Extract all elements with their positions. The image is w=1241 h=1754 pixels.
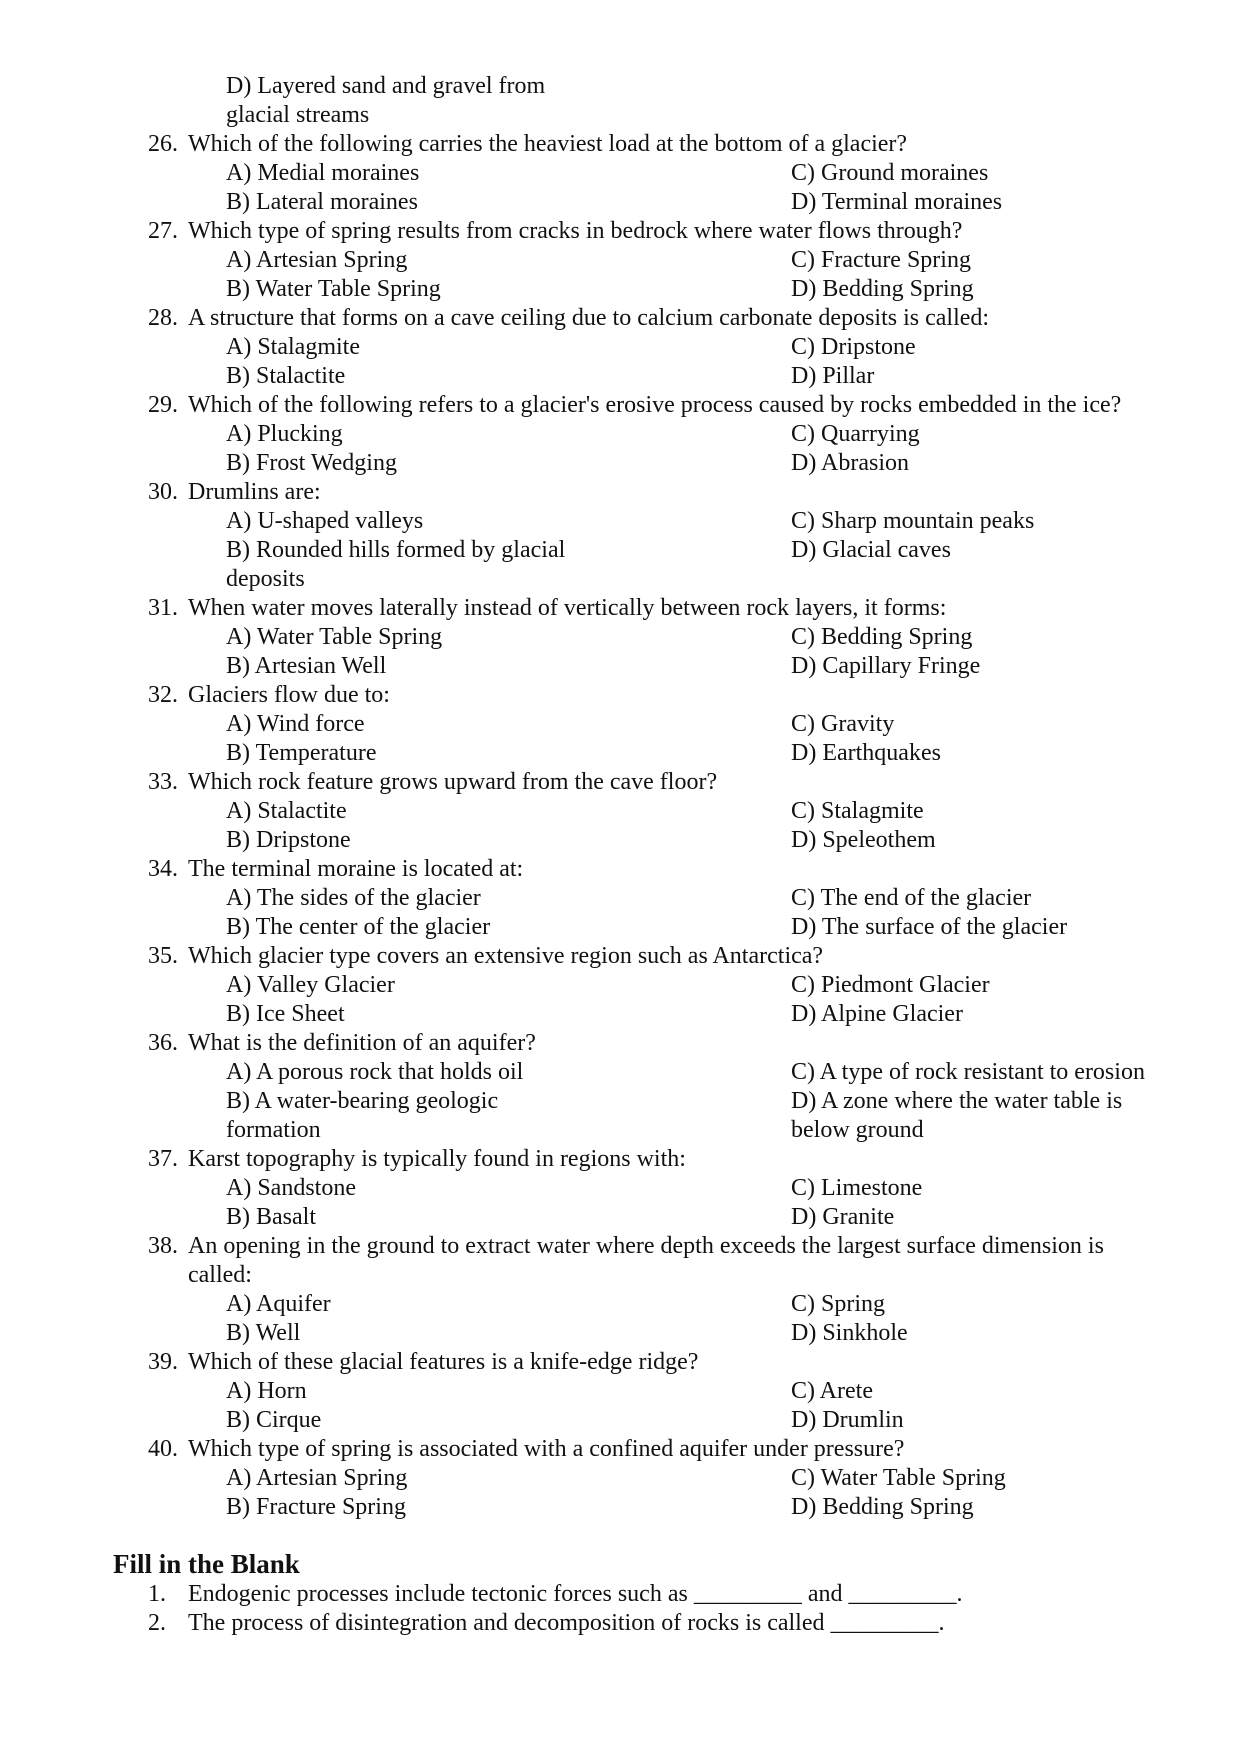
question-29 — [0, 391, 1241, 478]
option-c: C) Gravity — [791, 711, 895, 737]
question-text: Glaciers flow due to: — [188, 682, 390, 708]
question-stem — [0, 1145, 1241, 1174]
question-33 — [0, 768, 1241, 855]
option-d: D) Sinkhole — [791, 1320, 908, 1346]
question-stem — [0, 942, 1241, 971]
option-a: A) Sandstone — [226, 1175, 356, 1201]
option-a: A) Medial moraines — [226, 160, 420, 186]
option-c: C) A type of rock resistant to erosion — [791, 1059, 1145, 1085]
question-27 — [0, 217, 1241, 304]
option-a: A) Stalactite — [226, 798, 347, 824]
carryover-line-1 — [0, 72, 1241, 101]
option-c: C) Arete — [791, 1378, 873, 1404]
question-text: Drumlins are: — [188, 479, 321, 505]
question-stem — [0, 304, 1241, 333]
question-35 — [0, 942, 1241, 1029]
option-row — [0, 1319, 1241, 1348]
item-text: The process of disintegration and decomposition of rocks is called _________. — [188, 1610, 945, 1636]
question-text: Which glacier type covers an extensive region such as Antarctica? — [188, 943, 824, 969]
question-stem — [0, 768, 1241, 797]
option-d: D) Pillar — [791, 363, 875, 389]
option-row — [0, 1464, 1241, 1493]
option-row — [0, 246, 1241, 275]
question-number: 39. — [148, 1349, 178, 1375]
carryover-option-d-cont: glacial streams — [226, 102, 370, 128]
question-number: 37. — [148, 1146, 178, 1172]
option-row-continued — [0, 1116, 1241, 1145]
option-d: D) Drumlin — [791, 1407, 904, 1433]
option-b-continued: formation — [226, 1117, 321, 1143]
question-text: What is the definition of an aquifer? — [188, 1030, 536, 1056]
option-c: C) Dripstone — [791, 334, 916, 360]
option-row — [0, 739, 1241, 768]
question-number: 29. — [148, 392, 178, 418]
option-c: C) Sharp mountain peaks — [791, 508, 1035, 534]
option-c: C) Spring — [791, 1291, 886, 1317]
question-stem — [0, 391, 1241, 420]
question-number: 26. — [148, 131, 178, 157]
carryover-option-d: D) Layered sand and gravel from — [226, 73, 546, 99]
question-26 — [0, 130, 1241, 217]
option-c: C) Stalagmite — [791, 798, 924, 824]
option-a: A) Water Table Spring — [226, 624, 443, 650]
option-b: B) Dripstone — [226, 827, 351, 853]
question-number: 33. — [148, 769, 178, 795]
option-a: A) Valley Glacier — [226, 972, 395, 998]
question-stem — [0, 594, 1241, 623]
option-d: D) Granite — [791, 1204, 895, 1230]
carryover-line-2 — [0, 101, 1241, 130]
option-row — [0, 420, 1241, 449]
question-40 — [0, 1435, 1241, 1522]
option-row-continued — [0, 565, 1241, 594]
question-text: Which type of spring is associated with a confined aquifer under pressure? — [188, 1436, 905, 1462]
option-a: A) Wind force — [226, 711, 365, 737]
option-row — [0, 652, 1241, 681]
option-row — [0, 797, 1241, 826]
question-number: 35. — [148, 943, 178, 969]
option-b: B) Lateral moraines — [226, 189, 418, 215]
question-text: An opening in the ground to extract water where depth exceeds the largest surface dimension is — [188, 1233, 1104, 1259]
option-row — [0, 1203, 1241, 1232]
option-d: D) Terminal moraines — [791, 189, 1003, 215]
option-a: A) Plucking — [226, 421, 343, 447]
item-number: 2. — [148, 1610, 166, 1636]
fill-in-blank-item — [0, 1580, 1241, 1609]
option-b: B) Fracture Spring — [226, 1494, 406, 1520]
option-c: C) Water Table Spring — [791, 1465, 1006, 1491]
option-b: B) Frost Wedging — [226, 450, 397, 476]
item-number: 1. — [148, 1581, 166, 1607]
option-row — [0, 275, 1241, 304]
option-a: A) A porous rock that holds oil — [226, 1059, 524, 1085]
option-b-continued: deposits — [226, 566, 305, 592]
question-32 — [0, 681, 1241, 768]
question-stem — [0, 478, 1241, 507]
option-row — [0, 507, 1241, 536]
option-b: B) Stalactite — [226, 363, 346, 389]
fill-in-blank-list — [0, 1580, 1241, 1638]
question-number: 31. — [148, 595, 178, 621]
option-c: C) Quarrying — [791, 421, 920, 447]
question-stem — [0, 681, 1241, 710]
option-d-continued: below ground — [791, 1117, 924, 1143]
option-d: D) Alpine Glacier — [791, 1001, 963, 1027]
question-text: Which of the following carries the heaviest load at the bottom of a glacier? — [188, 131, 908, 157]
question-text: Karst topography is typically found in regions with: — [188, 1146, 686, 1172]
option-d: D) Abrasion — [791, 450, 909, 476]
option-d: D) Glacial caves — [791, 537, 951, 563]
option-b: B) The center of the glacier — [226, 914, 491, 940]
option-row — [0, 333, 1241, 362]
option-b: B) A water-bearing geologic — [226, 1088, 499, 1114]
question-38 — [0, 1232, 1241, 1348]
option-d: D) Bedding Spring — [791, 1494, 974, 1520]
option-d: D) Speleothem — [791, 827, 936, 853]
option-row — [0, 826, 1241, 855]
option-b: B) Rounded hills formed by glacial — [226, 537, 566, 563]
question-number: 38. — [148, 1233, 178, 1259]
fill-in-blank-item — [0, 1609, 1241, 1638]
question-text: Which of these glacial features is a knife-edge ridge? — [188, 1349, 699, 1375]
option-row — [0, 536, 1241, 565]
questions-container — [0, 130, 1241, 1522]
option-row — [0, 1174, 1241, 1203]
option-c: C) The end of the glacier — [791, 885, 1032, 911]
option-a: A) The sides of the glacier — [226, 885, 481, 911]
question-number: 32. — [148, 682, 178, 708]
question-stem — [0, 130, 1241, 159]
option-row — [0, 623, 1241, 652]
option-row — [0, 449, 1241, 478]
question-stem-continued — [0, 1261, 1241, 1290]
question-text: Which rock feature grows upward from the cave floor? — [188, 769, 718, 795]
option-row — [0, 1087, 1241, 1116]
question-text: The terminal moraine is located at: — [188, 856, 524, 882]
option-row — [0, 1058, 1241, 1087]
option-a: A) Stalagmite — [226, 334, 360, 360]
option-c: C) Fracture Spring — [791, 247, 971, 273]
question-34 — [0, 855, 1241, 942]
question-39 — [0, 1348, 1241, 1435]
option-d: D) Bedding Spring — [791, 276, 974, 302]
question-text-continued: called: — [188, 1262, 252, 1288]
option-row — [0, 1493, 1241, 1522]
option-a: A) Horn — [226, 1378, 307, 1404]
question-text: Which type of spring results from cracks in bedrock where water flows through? — [188, 218, 963, 244]
question-text: Which of the following refers to a glacier's erosive process caused by rocks embedded in the ice? — [188, 392, 1122, 418]
option-row — [0, 159, 1241, 188]
question-stem — [0, 855, 1241, 884]
option-row — [0, 362, 1241, 391]
option-b: B) Water Table Spring — [226, 276, 441, 302]
option-c: C) Limestone — [791, 1175, 923, 1201]
question-number: 34. — [148, 856, 178, 882]
option-row — [0, 971, 1241, 1000]
option-b: B) Artesian Well — [226, 653, 387, 679]
option-b: B) Basalt — [226, 1204, 316, 1230]
option-d: D) A zone where the water table is — [791, 1088, 1123, 1114]
question-37 — [0, 1145, 1241, 1232]
option-row — [0, 188, 1241, 217]
option-a: A) Artesian Spring — [226, 247, 408, 273]
question-36 — [0, 1029, 1241, 1145]
option-b: B) Ice Sheet — [226, 1001, 345, 1027]
option-c: C) Piedmont Glacier — [791, 972, 990, 998]
question-list — [0, 72, 1241, 1522]
question-text: A structure that forms on a cave ceiling due to calcium carbonate deposits is called: — [188, 305, 990, 331]
option-row — [0, 710, 1241, 739]
option-row — [0, 1000, 1241, 1029]
option-row — [0, 1290, 1241, 1319]
question-31 — [0, 594, 1241, 681]
item-text: Endogenic processes include tectonic forces such as _________ and _________. — [188, 1581, 963, 1607]
section-title-fill-in-blank: Fill in the Blank — [113, 1549, 300, 1579]
question-28 — [0, 304, 1241, 391]
option-row — [0, 1377, 1241, 1406]
option-d: D) Capillary Fringe — [791, 653, 981, 679]
option-row — [0, 913, 1241, 942]
option-b: B) Temperature — [226, 740, 377, 766]
option-row — [0, 1406, 1241, 1435]
question-stem — [0, 1435, 1241, 1464]
question-stem — [0, 1348, 1241, 1377]
option-c: C) Ground moraines — [791, 160, 989, 186]
option-a: A) U-shaped valleys — [226, 508, 424, 534]
question-number: 30. — [148, 479, 178, 505]
option-a: A) Aquifer — [226, 1291, 331, 1317]
option-row — [0, 884, 1241, 913]
question-stem — [0, 1232, 1241, 1261]
question-text: When water moves laterally instead of vertically between rock layers, it forms: — [188, 595, 947, 621]
option-d: D) Earthquakes — [791, 740, 941, 766]
question-number: 27. — [148, 218, 178, 244]
option-b: B) Cirque — [226, 1407, 322, 1433]
question-stem — [0, 1029, 1241, 1058]
option-c: C) Bedding Spring — [791, 624, 973, 650]
question-number: 36. — [148, 1030, 178, 1056]
question-number: 40. — [148, 1436, 178, 1462]
option-b: B) Well — [226, 1320, 301, 1346]
option-a: A) Artesian Spring — [226, 1465, 408, 1491]
question-stem — [0, 217, 1241, 246]
question-30 — [0, 478, 1241, 594]
option-d: D) The surface of the glacier — [791, 914, 1068, 940]
question-number: 28. — [148, 305, 178, 331]
